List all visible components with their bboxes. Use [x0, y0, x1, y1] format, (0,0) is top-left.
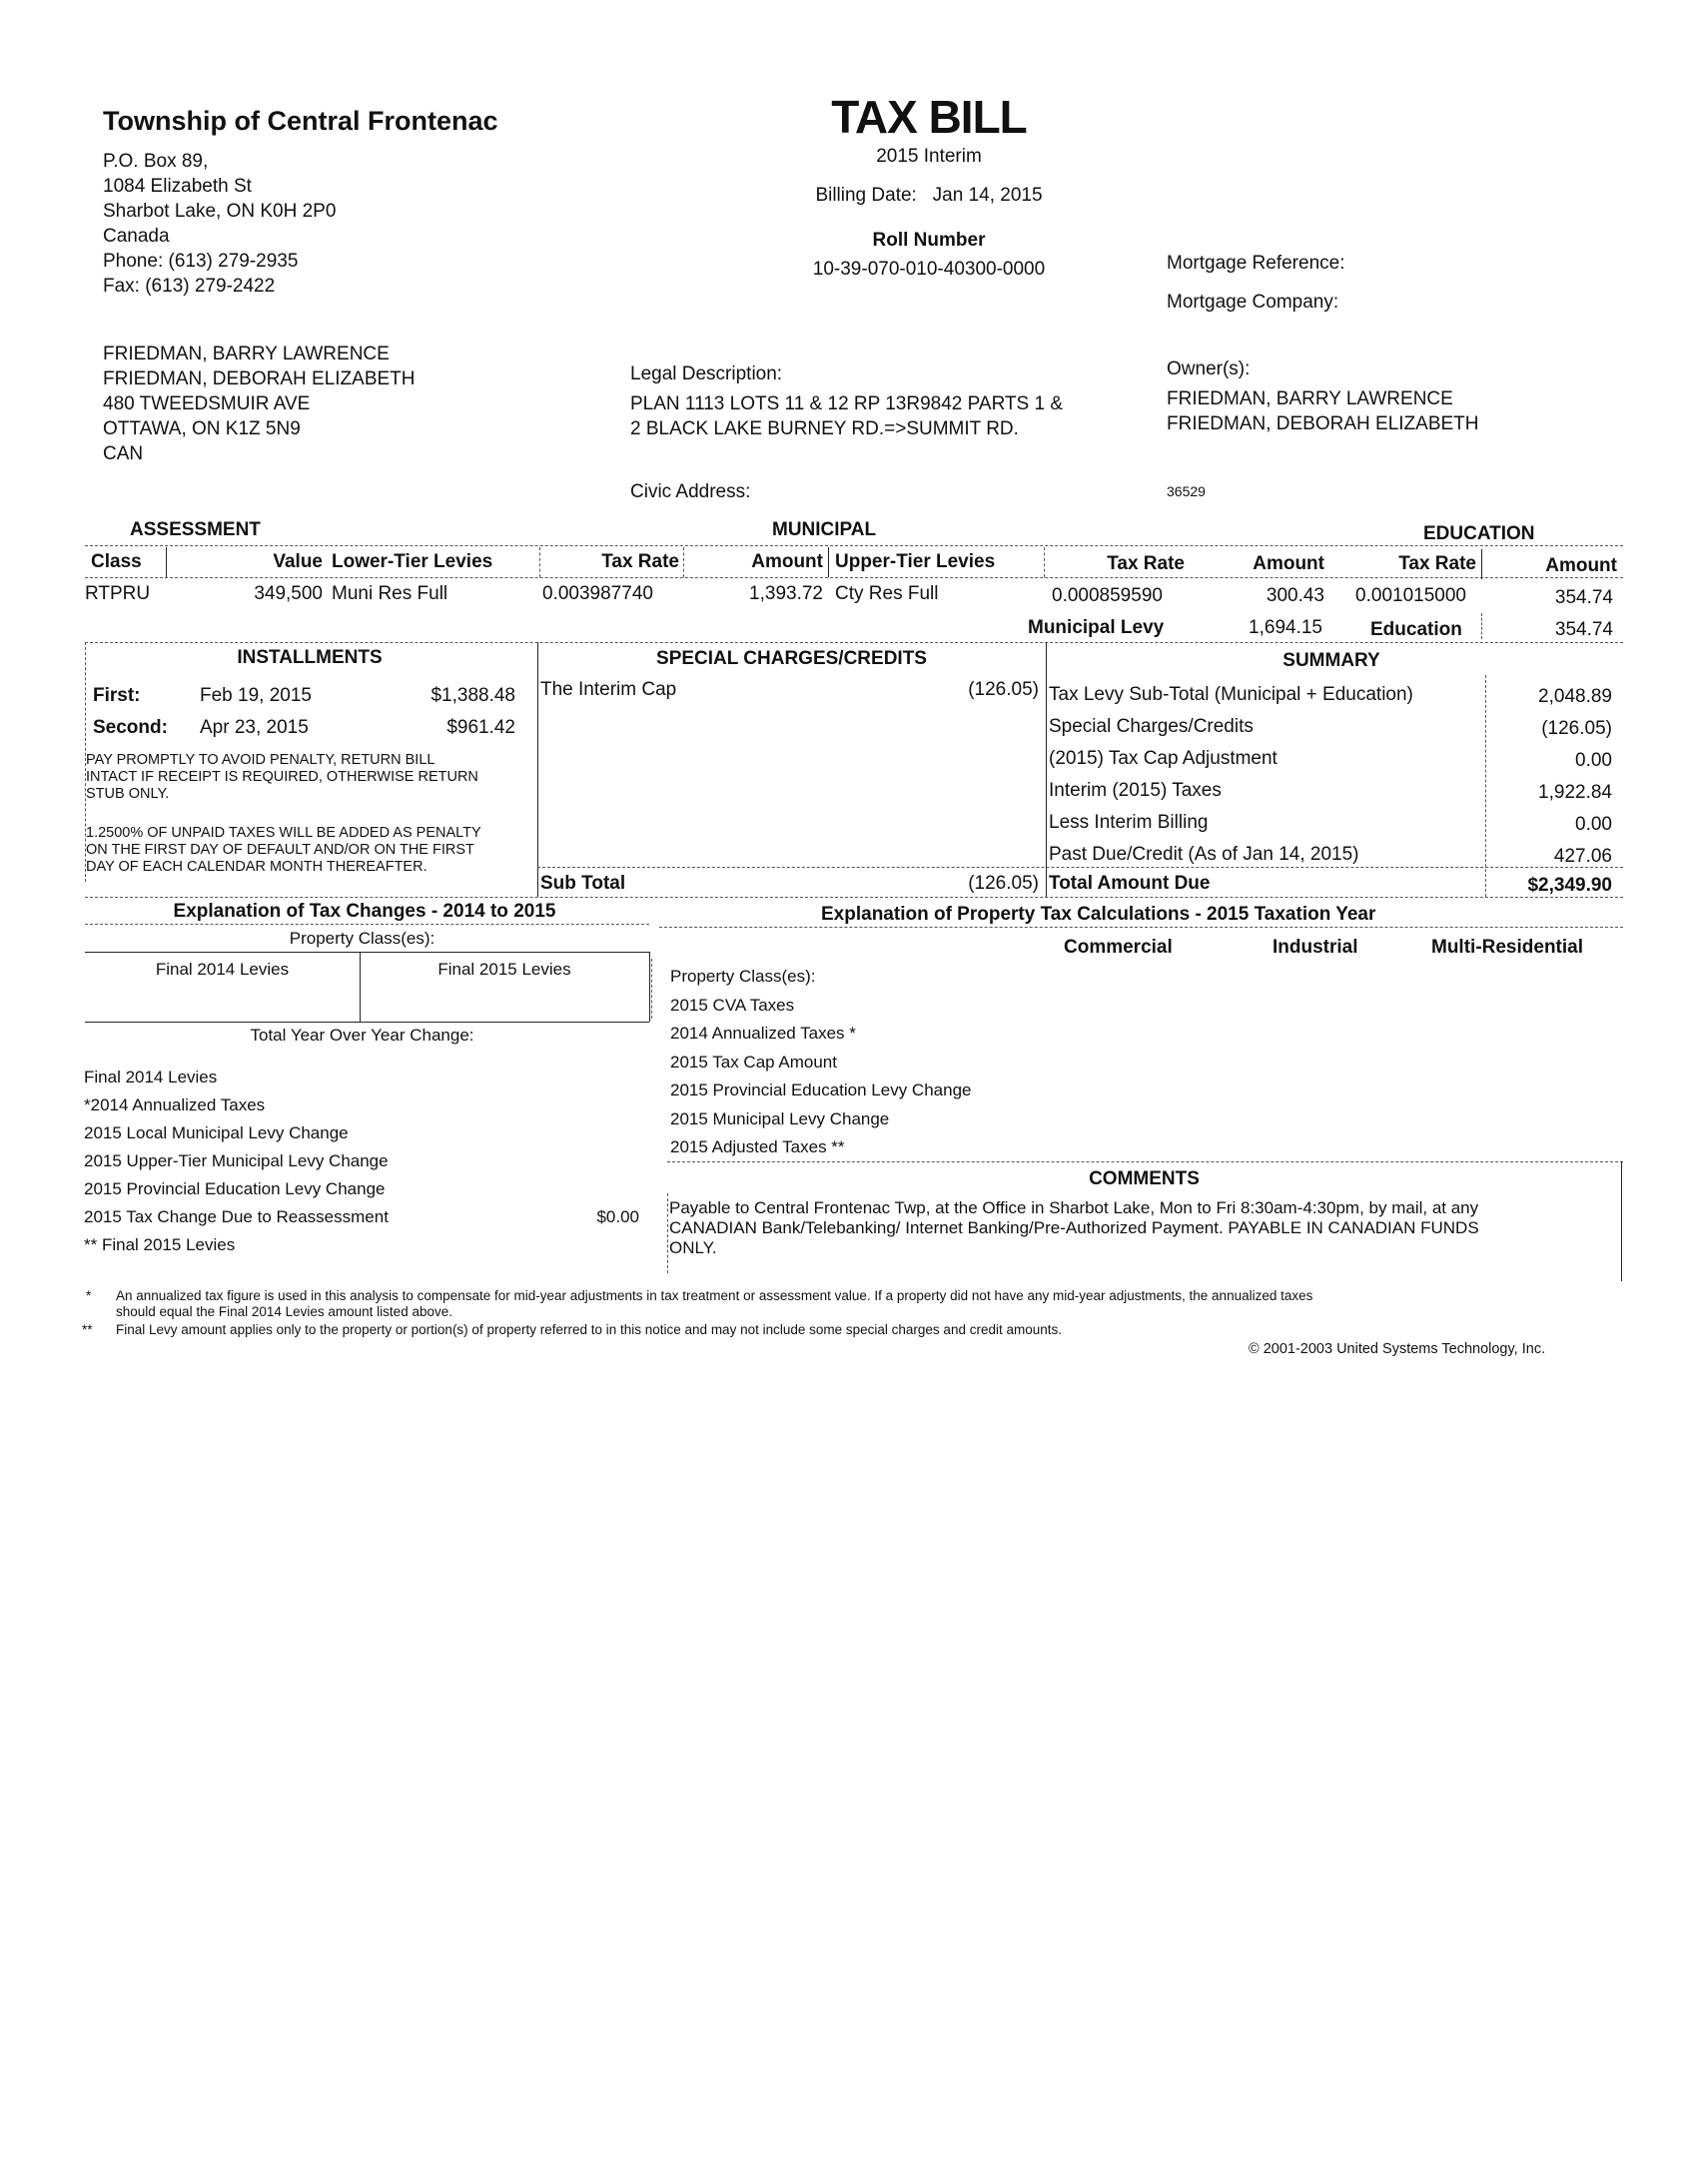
header-lower-tax-rate: Tax Rate — [601, 551, 679, 572]
row-upper-rate: 0.000859590 — [1052, 585, 1163, 606]
calc-row-label: 2014 Annualized Taxes * — [670, 1024, 856, 1043]
owners-list — [1167, 386, 1479, 436]
calculations-title: Explanation of Property Tax Calculations - 2015 Taxation Year — [821, 904, 1376, 925]
calc-row-label: 2015 Provincial Education Levy Change — [670, 1081, 972, 1099]
calc-col-multi-residential: Multi-Residential — [1431, 937, 1584, 958]
header-edu-tax-rate: Tax Rate — [1398, 553, 1476, 574]
comments-body — [669, 1198, 1479, 1258]
comment-line: CANADIAN Bank/Telebanking/ Internet Banking/Pre-Authorized Payment. PAYABLE IN CANADIAN FUNDS — [669, 1218, 1479, 1237]
roll-number: 10-39-070-010-40300-0000 — [812, 259, 1046, 280]
calc-row-label: Property Class(es): — [670, 967, 816, 986]
legal-line: 2 BLACK LAKE BURNEY RD.=>SUMMIT RD. — [630, 418, 1019, 439]
penalty-notice — [86, 825, 481, 876]
total-due-amount: $2,349.90 — [1527, 875, 1612, 896]
civic-address-label: Civic Address: — [630, 481, 751, 502]
summary-row-label: Past Due/Credit (As of Jan 14, 2015) — [1049, 844, 1359, 865]
installment-first-label: First: — [93, 685, 141, 706]
divider — [651, 959, 652, 1019]
header-upper-amount: Amount — [1253, 553, 1324, 574]
summary-row-label: Special Charges/Credits — [1049, 716, 1254, 737]
municipal-levy-label: Municipal Levy — [1028, 617, 1165, 638]
mailing-address — [103, 342, 416, 466]
mailing-line: OTTAWA, ON K1Z 5N9 — [103, 418, 301, 439]
issuer-address — [103, 149, 498, 299]
summary-row-label: (2015) Tax Cap Adjustment — [1049, 748, 1277, 769]
notice-line: 1.2500% OF UNPAID TAXES WILL BE ADDED AS PENALTY — [86, 825, 481, 841]
changes-col-2015: Final 2015 Levies — [437, 960, 571, 979]
summary-row-label: Interim (2015) Taxes — [1049, 780, 1222, 801]
legal-line: PLAN 1113 LOTS 11 & 12 RP 13R9842 PARTS 1 & — [630, 393, 1064, 414]
summary-row-value: (126.05) — [1541, 718, 1612, 739]
summary-row-value: 0.00 — [1575, 814, 1612, 835]
row-upper-amount: 300.43 — [1266, 585, 1324, 606]
calc-col-industrial: Industrial — [1273, 937, 1358, 958]
special-subtotal: (126.05) — [968, 873, 1039, 894]
notice-line: INTACT IF RECEIPT IS REQUIRED, OTHERWISE RETURN — [86, 769, 478, 785]
footnote-2-mark: ** — [82, 1322, 93, 1337]
summary-row-label: Tax Levy Sub-Total (Municipal + Education) — [1049, 684, 1413, 705]
education-total: 354.74 — [1554, 619, 1613, 640]
summary-row-value: 0.00 — [1575, 750, 1612, 771]
divider — [85, 924, 649, 925]
summary-row-value: 1,922.84 — [1538, 782, 1612, 803]
issuer-name: Township of Central Frontenac — [103, 106, 498, 136]
bill-subtitle: 2015 Interim — [876, 146, 982, 167]
divider — [828, 547, 829, 577]
issuer-address-line: P.O. Box 89, — [103, 151, 209, 172]
row-class: RTPRU — [85, 583, 151, 604]
divider — [85, 897, 1623, 898]
divider — [1046, 642, 1047, 897]
total-due-label: Total Amount Due — [1049, 873, 1211, 894]
row-edu-amount: 354.74 — [1554, 587, 1613, 608]
installments-title: INSTALLMENTS — [237, 647, 383, 668]
mailing-line: CAN — [103, 443, 144, 464]
header-class: Class — [91, 551, 142, 572]
header-upper-tax-rate: Tax Rate — [1107, 553, 1185, 574]
changes-title: Explanation of Tax Changes - 2014 to 2015 — [173, 901, 556, 922]
summary-row-label: Less Interim Billing — [1049, 812, 1209, 833]
issuer-block — [103, 105, 498, 299]
footnote-2 — [116, 1322, 1062, 1338]
changes-row-label: 2015 Upper-Tier Municipal Levy Change — [84, 1151, 389, 1170]
copyright: © 2001-2003 United Systems Technology, Inc. — [1249, 1341, 1546, 1357]
municipal-levy-total: 1,694.15 — [1249, 617, 1322, 638]
education-label: Education — [1370, 619, 1462, 640]
legal-description-label: Legal Description: — [630, 364, 783, 384]
divider — [85, 1022, 649, 1023]
special-item-label: The Interim Cap — [540, 679, 677, 700]
owner-name: FRIEDMAN, BARRY LAWRENCE — [1167, 388, 1453, 409]
section-assessment: ASSESSMENT — [130, 519, 261, 540]
divider — [537, 642, 538, 897]
legal-description — [630, 391, 1063, 441]
special-subtotal-label: Sub Total — [540, 873, 626, 894]
row-lower-amount: 1,393.72 — [749, 583, 823, 604]
issuer-fax: Fax: (613) 279-2422 — [103, 276, 276, 297]
changes-row-label: 2015 Tax Change Due to Reassessment — [84, 1207, 389, 1226]
mortgage-company-label: Mortgage Company: — [1167, 292, 1339, 313]
section-municipal: MUNICIPAL — [772, 519, 877, 540]
changes-property-classes-label: Property Class(es): — [289, 929, 435, 948]
notice-line: DAY OF EACH CALENDAR MONTH THEREAFTER. — [86, 859, 427, 875]
calc-row-label: 2015 Municipal Levy Change — [670, 1108, 890, 1128]
footnote-1 — [116, 1288, 1312, 1320]
civic-address-value: 36529 — [1167, 483, 1206, 499]
changes-row-label: Final 2014 Levies — [84, 1068, 218, 1087]
header-lower-amount: Amount — [751, 551, 823, 572]
row-edu-rate: 0.001015000 — [1355, 585, 1466, 606]
divider — [667, 1193, 668, 1273]
installment-second-label: Second: — [93, 717, 168, 738]
bill-title: TAX BILL — [831, 91, 1027, 143]
special-item-amount: (126.05) — [968, 679, 1039, 700]
special-title: SPECIAL CHARGES/CREDITS — [656, 648, 927, 669]
summary-title: SUMMARY — [1282, 650, 1380, 671]
mailing-line: FRIEDMAN, DEBORAH ELIZABETH — [103, 368, 416, 389]
divider — [166, 547, 167, 577]
divider — [539, 547, 540, 577]
divider — [85, 952, 649, 953]
row-lower-tier: Muni Res Full — [332, 583, 448, 604]
footnote-line: An annualized tax figure is used in this analysis to compensate for mid-year adjustments in tax treatment or assessment value. If a property did not have any mid-year adjustments, the annualized taxes — [116, 1288, 1313, 1303]
issuer-phone: Phone: (613) 279-2935 — [103, 251, 299, 272]
divider — [1481, 613, 1482, 639]
footnote-line: Final Levy amount applies only to the property or portion(s) of property referred to in this notice and may not include some special charges and credit amounts. — [116, 1322, 1062, 1337]
owner-name: FRIEDMAN, DEBORAH ELIZABETH — [1167, 413, 1479, 434]
divider — [667, 1161, 1623, 1162]
roll-number-label: Roll Number — [872, 230, 986, 251]
comments-title: COMMENTS — [1089, 1168, 1200, 1189]
bill-header — [769, 92, 1089, 282]
owners-label: Owner(s): — [1167, 359, 1251, 379]
divider — [659, 927, 1623, 928]
comment-line: Payable to Central Frontenac Twp, at the Office in Sharbot Lake, Mon to Fri 8:30am-4:30pm, by mail, at any — [669, 1198, 1479, 1217]
comment-line: ONLY. — [669, 1238, 717, 1257]
changes-row-label: 2015 Provincial Education Levy Change — [84, 1179, 386, 1198]
notice-line: PAY PROMPTLY TO AVOID PENALTY, RETURN BILL — [86, 752, 435, 768]
calc-rows — [670, 963, 971, 1162]
installment-second-date: Apr 23, 2015 — [200, 717, 309, 738]
changes-row-label: ** Final 2015 Levies — [84, 1235, 236, 1254]
divider — [683, 547, 684, 577]
changes-rows — [84, 1064, 389, 1259]
billing-date — [769, 183, 1089, 208]
notice-line: ON THE FIRST DAY OF DEFAULT AND/OR ON THE FIRST — [86, 842, 474, 858]
issuer-address-line: 1084 Elizabeth St — [103, 176, 252, 197]
row-value: 349,500 — [254, 583, 323, 604]
summary-row-value: 427.06 — [1553, 846, 1612, 867]
billing-date-label: Billing Date: — [815, 185, 917, 206]
row-lower-rate: 0.003987740 — [542, 583, 653, 604]
section-education: EDUCATION — [1423, 523, 1535, 544]
issuer-address-line: Canada — [103, 226, 170, 247]
header-value: Value — [273, 551, 323, 572]
summary-values — [1488, 681, 1612, 873]
divider — [85, 577, 1623, 578]
calc-row-label: 2015 CVA Taxes — [670, 995, 795, 1015]
divider — [1481, 549, 1482, 579]
summary-row-value: 2,048.89 — [1538, 686, 1612, 707]
header-edu-amount: Amount — [1545, 555, 1617, 576]
changes-col-2014: Final 2014 Levies — [155, 960, 290, 979]
reassessment-change-value: $0.00 — [596, 1207, 639, 1226]
row-upper-tier: Cty Res Full — [835, 583, 939, 604]
summary-labels — [1049, 679, 1413, 871]
header-upper-tier-levies: Upper-Tier Levies — [835, 551, 996, 572]
installment-second-amount: $961.42 — [446, 717, 515, 738]
installment-first-amount: $1,388.48 — [430, 685, 515, 706]
changes-row-label: 2015 Local Municipal Levy Change — [84, 1123, 349, 1142]
mailing-line: FRIEDMAN, BARRY LAWRENCE — [103, 344, 390, 364]
divider — [85, 642, 1623, 643]
changes-row-label: *2014 Annualized Taxes — [84, 1095, 266, 1114]
calc-row-label: 2015 Tax Cap Amount — [670, 1052, 837, 1072]
divider — [1621, 1161, 1622, 1281]
issuer-address-line: Sharbot Lake, ON K0H 2P0 — [103, 201, 337, 222]
header-lower-tier-levies: Lower-Tier Levies — [332, 551, 493, 572]
footnote-line: should equal the Final 2014 Levies amount listed above. — [116, 1304, 452, 1319]
divider — [1044, 547, 1045, 577]
installment-first-date: Feb 19, 2015 — [200, 685, 312, 706]
mailing-line: 480 TWEEDSMUIR AVE — [103, 393, 311, 414]
billing-date-value: Jan 14, 2015 — [932, 185, 1043, 206]
divider — [85, 545, 1623, 546]
divider — [649, 952, 650, 1022]
calc-col-commercial: Commercial — [1064, 937, 1173, 958]
footnote-1-mark: * — [86, 1288, 92, 1303]
divider — [1485, 675, 1486, 897]
mortgage-reference-label: Mortgage Reference: — [1167, 253, 1345, 274]
notice-line: STUB ONLY. — [86, 786, 170, 802]
calc-row-label: 2015 Adjusted Taxes ** — [670, 1137, 845, 1156]
payment-notice — [86, 752, 478, 803]
yoy-change-label: Total Year Over Year Change: — [250, 1026, 474, 1045]
